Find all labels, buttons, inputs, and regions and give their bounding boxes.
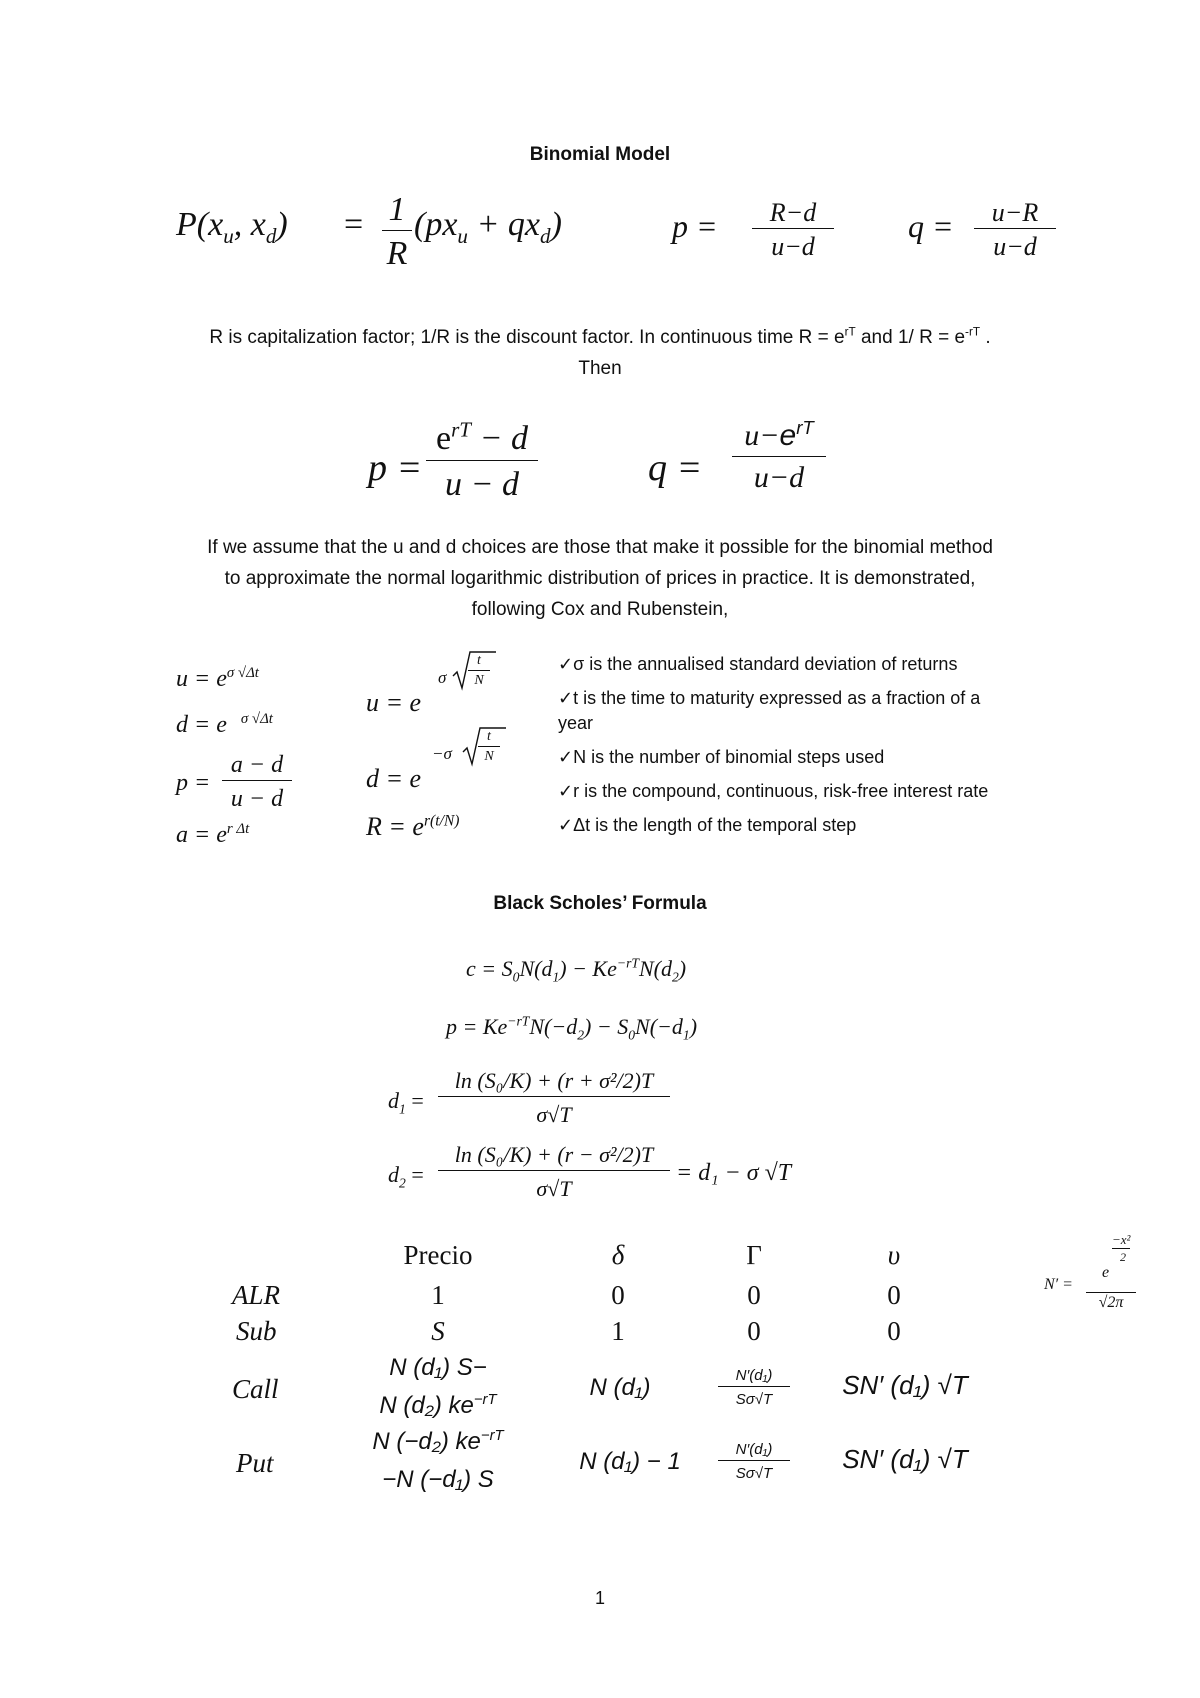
call-price-formula: $c = S_0N(d_1) - Ke^{-rT}N(d_2)$ xyxy=(466,955,687,985)
d1-den: σ√T xyxy=(536,1102,572,1127)
d-formula-steps-frac-den: N xyxy=(484,749,494,764)
put-gamma-num: N′(d₁) xyxy=(718,1440,790,1461)
definition-sigma: ✓σ is the annualised standard deviation of returns xyxy=(558,654,958,675)
definition-delta-t: ✓Δt is the length of the temporal step xyxy=(558,815,857,836)
nprime-denominator: √2π xyxy=(1098,1294,1124,1311)
definition-t-cont: year xyxy=(558,713,594,733)
row-label-alr: ALR xyxy=(232,1280,281,1310)
row-label-put: Put xyxy=(236,1448,274,1478)
p-num: R−d xyxy=(752,198,834,229)
d1-num: ln (S₀/K) + (r + σ²/2)T xyxy=(438,1066,670,1097)
sub-vega: 0 xyxy=(887,1316,901,1346)
discount-frac-num: 1 xyxy=(382,190,412,231)
row-label-sub: Sub xyxy=(236,1316,277,1346)
definition-N: ✓N is the number of binomial steps used xyxy=(558,747,885,768)
row-label-call: Call xyxy=(232,1374,279,1404)
then-text: Then xyxy=(578,358,622,379)
u-formula-steps-frac-den: N xyxy=(474,673,484,688)
alr-gamma: 0 xyxy=(747,1280,761,1310)
q-den: u−d xyxy=(993,232,1037,261)
call-gamma-den: Sσ√T xyxy=(735,1391,773,1408)
page-number: 1 xyxy=(594,1588,605,1608)
assumption-line-2: to approximate the normal logarithmic distribution of prices in practice. It is demonstrated, xyxy=(224,568,976,589)
call-delta: N (d₁) xyxy=(589,1374,651,1401)
pricing-eq-sign: = xyxy=(344,206,364,243)
table-header-delta: δ xyxy=(611,1240,625,1270)
assumption-line-3: following Cox and Rubenstein, xyxy=(471,599,729,620)
p-continuous-num: $e^{rT} - d$ xyxy=(426,418,538,461)
d-formula-discrete: d = e $^{\sigma √\Delta t}$ xyxy=(176,711,273,738)
put-gamma-den: Sσ√T xyxy=(735,1465,773,1482)
d2-identity: = d₁ − σ √T xyxy=(676,1160,792,1186)
p-formula-discrete-den: u − d xyxy=(230,786,284,812)
assumption-line-1: If we assume that the u and d choices are those that make it possible for the binomial method xyxy=(207,537,993,558)
d-formula-steps-frac-num: t xyxy=(478,728,500,747)
sub-delta: 1 xyxy=(611,1316,625,1346)
call-price-line-1: N (d₁) S− xyxy=(389,1354,487,1381)
sub-gamma: 0 xyxy=(747,1316,761,1346)
put-delta: N (d₁) − 1 xyxy=(579,1448,681,1475)
sub-precio: S xyxy=(431,1316,445,1346)
q-num: u−R xyxy=(974,198,1056,229)
d-formula-steps-sigma: −σ xyxy=(432,744,452,763)
u-formula-steps-sigma: σ xyxy=(438,668,447,687)
put-price-line-1: N (−d₂) $ke^{-rT}$ xyxy=(372,1428,504,1455)
put-price-formula: $p = Ke^{-rT}N(-d_2) - S_0N(-d_1)$ xyxy=(446,1013,698,1043)
d2-label: $d_2$ = xyxy=(388,1162,424,1191)
nprime-label: N′ = xyxy=(1044,1276,1073,1293)
q-continuous-num: $u-e^{rT}$ xyxy=(732,416,826,457)
alr-delta: 0 xyxy=(611,1280,625,1310)
alr-vega: 0 xyxy=(887,1280,901,1310)
d-formula-steps: d = e xyxy=(366,764,422,793)
q-continuous-den: u−d xyxy=(753,461,805,494)
d2-den: σ√T xyxy=(536,1176,572,1201)
d1-label: $d_1$ = xyxy=(388,1088,424,1117)
pricing-eq-rhs: $(px_u + qx_d)$ xyxy=(414,206,562,248)
discount-frac-den: R xyxy=(386,235,408,272)
p-label: p = xyxy=(672,208,718,244)
section-title-binomial: Binomial Model xyxy=(529,144,671,165)
p-continuous-label: p = xyxy=(368,447,423,489)
p-formula-discrete-label: p = xyxy=(176,770,211,796)
u-formula-steps: u = e xyxy=(366,688,422,717)
d2-num: ln (S₀/K) + (r − σ²/2)T xyxy=(438,1140,670,1171)
definitions-list xyxy=(558,652,1038,847)
p-formula-discrete-num: a − d xyxy=(222,750,292,781)
q-label: q = xyxy=(908,208,954,244)
section-title-black-scholes: Black Scholes’ Formula xyxy=(493,893,707,914)
a-formula: $a = e^{r \Delta t}$ xyxy=(176,821,250,848)
pricing-equation: $P(x_u$, $x_d$) xyxy=(176,206,288,248)
u-formula-discrete: $u = e^{\sigma √\Delta t}$ xyxy=(176,665,259,692)
R-formula-steps: $R = e^{r(t/N)}$ xyxy=(366,812,460,841)
q-continuous-label: q = xyxy=(648,447,703,489)
table-header-precio: Precio xyxy=(403,1240,473,1270)
table-header-vega: υ xyxy=(887,1240,901,1270)
p-den: u−d xyxy=(771,232,815,261)
put-vega: SN′ (d₁) √T xyxy=(842,1444,968,1474)
call-vega: SN′ (d₁) √T xyxy=(842,1370,968,1400)
nprime-numerator: e −x² 2 xyxy=(1086,1230,1136,1293)
call-gamma-num: N′(d₁) xyxy=(718,1366,790,1387)
definition-t: ✓t is the time to maturity expressed as a fraction of a xyxy=(558,688,981,709)
p-continuous-den: u − d xyxy=(445,466,519,503)
put-price-line-2: −N (−d₁) S xyxy=(382,1466,494,1493)
call-price-line-2: N (d₂) $ke^{-rT}$ xyxy=(379,1392,497,1419)
table-header-gamma: Γ xyxy=(746,1240,762,1270)
alr-precio: 1 xyxy=(431,1280,445,1310)
u-formula-steps-frac-num: t xyxy=(468,652,490,671)
capitalization-description: R is capitalization factor; 1/R is the discount factor. In continuous time $R = e^{rT}$ and 1/ $R = e^{-rT}$ . xyxy=(209,325,991,348)
definition-r: ✓r is the compound, continuous, risk-free interest rate xyxy=(558,781,989,802)
